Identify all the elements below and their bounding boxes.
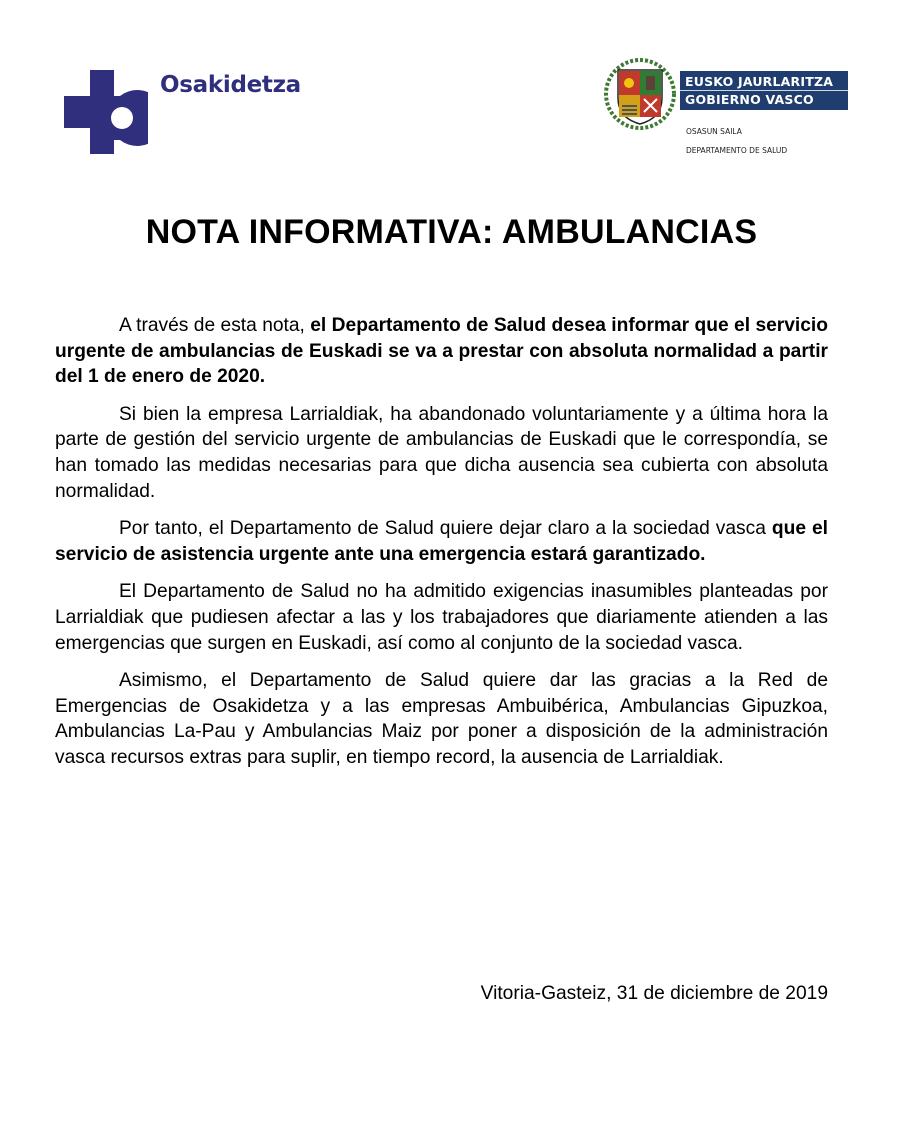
gv-title-es: GOBIERNO VASCO [685, 92, 814, 107]
paragraph-2: Si bien la empresa Larrialdiak, ha abandonado voluntariamente y a última hora la parte de gestión del servicio urgente de ambulancias de Euskadi que le correspondía, se han tomado las medidas necesarias para que dicha ausencia sea cubierta con absoluta normalidad. [55, 403, 828, 502]
coat-of-arms-icon [604, 58, 676, 130]
gv-department-eu: OSASUN SAILA [686, 127, 742, 136]
paragraph-4: El Departamento de Salud no ha admitido exigencias inasumibles planteadas por Larrialdiak que pudiesen afectar a las y los trabajadores que diariamente atienden a las emergencias que surgen en Euskadi, así como al conjunto de la sociedad vasca. [55, 581, 828, 654]
gv-banner-divider [680, 90, 848, 91]
gv-department-es: DEPARTAMENTO DE SALUD [686, 146, 788, 155]
place-and-date: Vitoria-Gasteiz, 31 de diciembre de 2019 [480, 983, 828, 1004]
paragraph-3-intro: Por tanto, el Departamento de Salud quiere dejar claro a la sociedad vasca [119, 518, 772, 540]
osakidetza-cross-icon [64, 70, 148, 154]
osakidetza-logo [64, 70, 324, 155]
document-body [55, 313, 828, 783]
paragraph-1-highlight: el Departamento de Salud desea informar que el servicio urgente de ambulancias de Euskadi se va a prestar con absoluta normalidad a partir del 1 de enero de 2020. [55, 315, 828, 388]
page-title: NOTA INFORMATIVA: AMBULANCIAS [145, 213, 758, 251]
paragraph-1 [55, 313, 828, 390]
gobierno-vasco-banner [680, 71, 848, 110]
gv-title-eu: EUSKO JAURLARITZA [685, 74, 834, 89]
paragraph-3 [55, 516, 828, 567]
paragraph-3-highlight: que el servicio de asistencia urgente ante una emergencia estará garantizado. [55, 518, 829, 565]
paragraph-5: Asimismo, el Departamento de Salud quiere dar las gracias a la Red de Emergencias de Osakidetza y a las empresas Ambuibérica, Ambulancias Gipuzkoa, Ambulancias La-Pau y Ambulancias Maiz por poner a disposición de la administración vasca recursos extras para suplir, en tiempo record, la ausencia de Larrialdiak. [55, 670, 828, 768]
osakidetza-wordmark: Osakidetza [160, 72, 301, 98]
gobierno-vasco-logo [604, 58, 854, 168]
paragraph-1-intro: A través de esta nota, [119, 315, 311, 336]
